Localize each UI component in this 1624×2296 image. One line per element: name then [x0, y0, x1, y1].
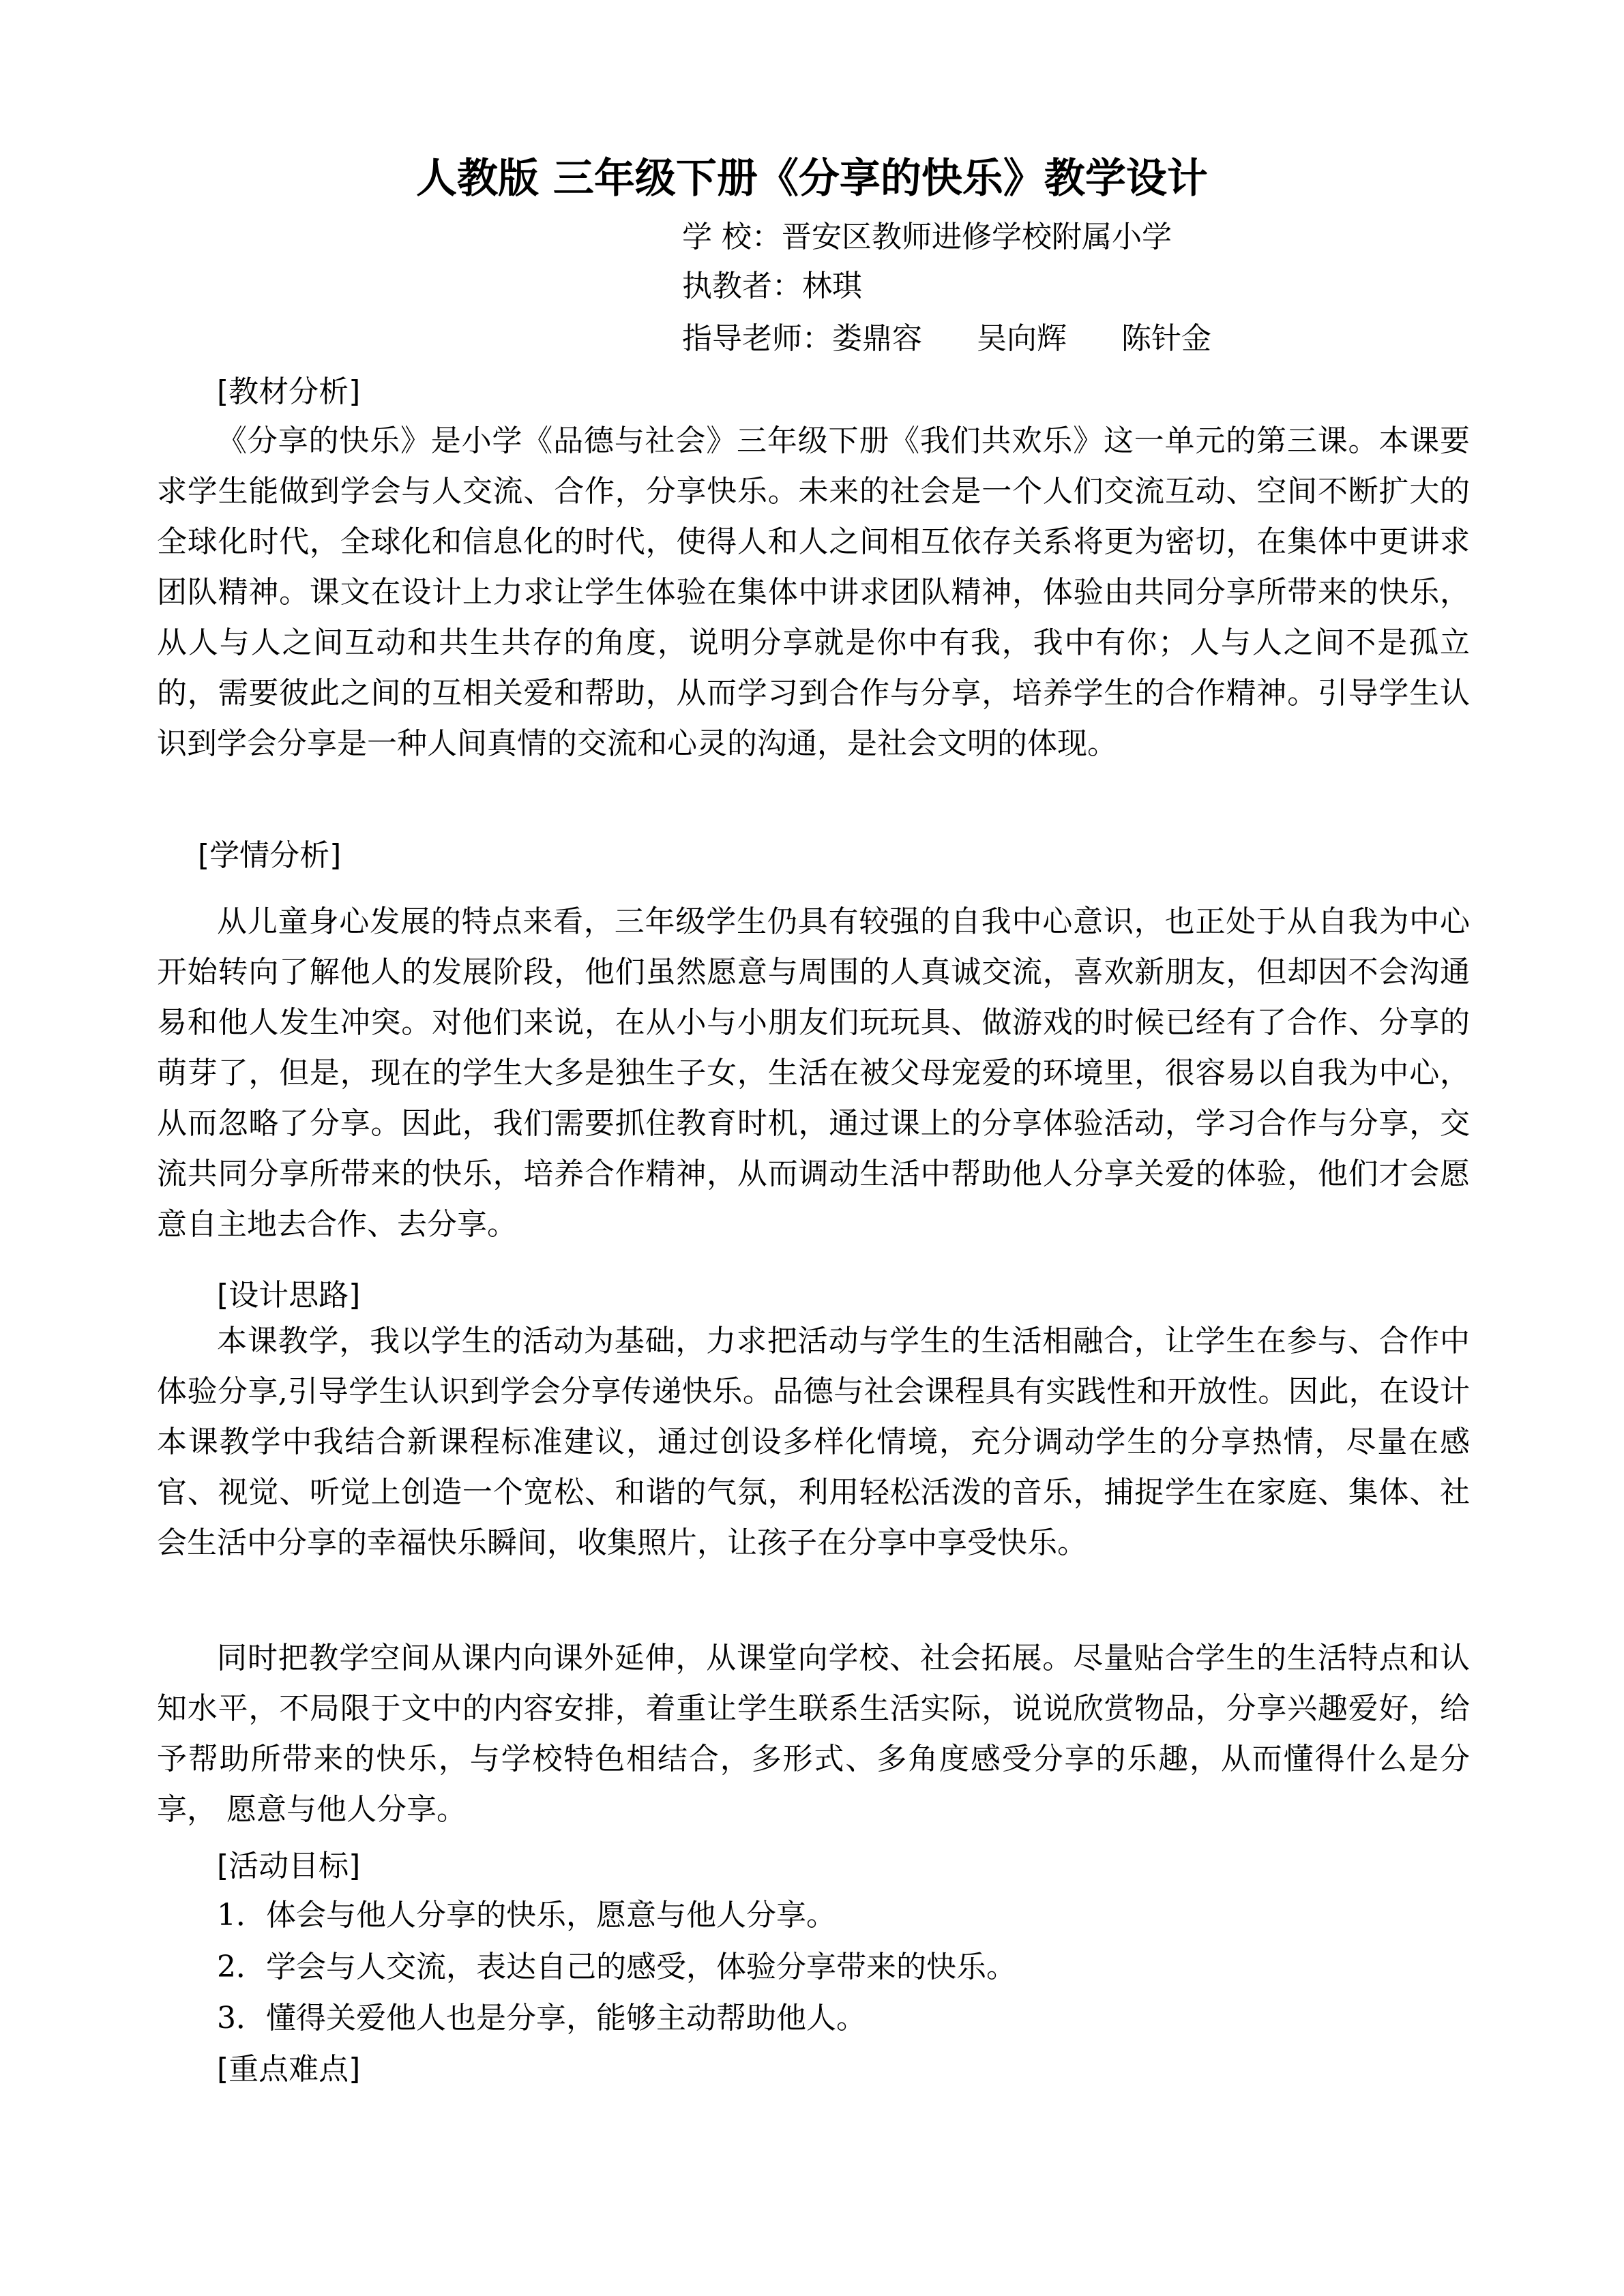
advisors-label: 指导老师：娄鼎容: [682, 321, 922, 356]
section-heading-activity-goals: [活动目标]: [217, 1849, 361, 1883]
advisors-line: [682, 318, 1211, 359]
school-line: 学 校：晋安区教师进修学校附属小学: [682, 220, 1172, 254]
section-heading-key-points: [重点难点]: [217, 2052, 361, 2087]
design-approach-paragraph-2: 同时把教学空间从课内向课外延伸，从课堂向学校、社会拓展。尽量贴合学生的生活特点和认知水平，不局限于文中的内容安排，着重让学生联系生活实际，说说欣赏物品，分享兴趣爱好，给予帮助所带来的快乐，与学校特色相结合，多形式、多角度感受分享的乐趣，从而懂得什么是分享， 愿意与他人分享。: [157, 1641, 1470, 1827]
goal-item: 1．体会与他人分享的快乐，愿意与他人分享。: [217, 1898, 836, 1933]
section-heading-student-analysis: [学情分析]: [198, 838, 342, 873]
section-heading-design-approach: [设计思路]: [217, 1278, 361, 1313]
goal-item: 2．学会与人交流，表达自己的感受，体验分享带来的快乐。: [217, 1950, 1016, 1984]
design-approach-paragraph-1: 本课教学，我以学生的活动为基础，力求把活动与学生的生活相融合，让学生在参与、合作中体验分享,引导学生认识到学会分享传递快乐。品德与社会课程具有实践性和开放性。因此，在设计本课教学中我结合新课程标准建议，通过创设多样化情境，充分调动学生的分享热情，尽量在感官、视觉、听觉上创造一个宽松、和谐的气氛，利用轻松活泼的音乐，捕捉学生在家庭、集体、社会生活中分享的幸福快乐瞬间，收集照片，让孩子在分享中享受快乐。: [157, 1324, 1470, 1560]
advisor-name: 陈针金: [1121, 321, 1211, 356]
advisor-name: 吴向辉: [977, 321, 1067, 356]
document-title: 人教版 三年级下册《分享的快乐》教学设计: [416, 155, 1208, 203]
goal-item: 3．懂得关爱他人也是分享，能够主动帮助他人。: [217, 2001, 866, 2036]
section-heading-textbook-analysis: [教材分析]: [217, 374, 361, 409]
textbook-analysis-paragraph: 《分享的快乐》是小学《品德与社会》三年级下册《我们共欢乐》这一单元的第三课。本课要求学生能做到学会与人交流、合作，分享快乐。未来的社会是一个人们交流互动、空间不断扩大的全球化时代，全球化和信息化的时代，使得人和人之间相互依存关系将更为密切，在集体中更讲求团队精神。课文在设计上力求让学生体验在集体中讲求团队精神，体验由共同分享所带来的快乐，从人与人之间互动和共生共存的角度，说明分享就是你中有我，我中有你；人与人之间不是孤立的，需要彼此之间的互相关爱和帮助，从而学习到合作与分享，培养学生的合作精神。引导学生认识到学会分享是一种人间真情的交流和心灵的沟通，是社会文明的体现。: [157, 423, 1470, 761]
teacher-line: 执教者：林琪: [682, 269, 862, 303]
student-analysis-paragraph: 从儿童身心发展的特点来看，三年级学生仍具有较强的自我中心意识，也正处于从自我为中心开始转向了解他人的发展阶段，他们虽然愿意与周围的人真诚交流，喜欢新朋友，但却因不会沟通易和他人发生冲突。对他们来说，在从小与小朋友们玩玩具、做游戏的时候已经有了合作、分享的萌芽了，但是，现在的学生大多是独生子女，生活在被父母宠爱的环境里，很容易以自我为中心，从而忽略了分享。因此，我们需要抓住教育时机，通过课上的分享体验活动，学习合作与分享，交流共同分享所带来的快乐，培养合作精神，从而调动生活中帮助他人分享关爱的体验，他们才会愿意自主地去合作、去分享。: [157, 904, 1470, 1242]
